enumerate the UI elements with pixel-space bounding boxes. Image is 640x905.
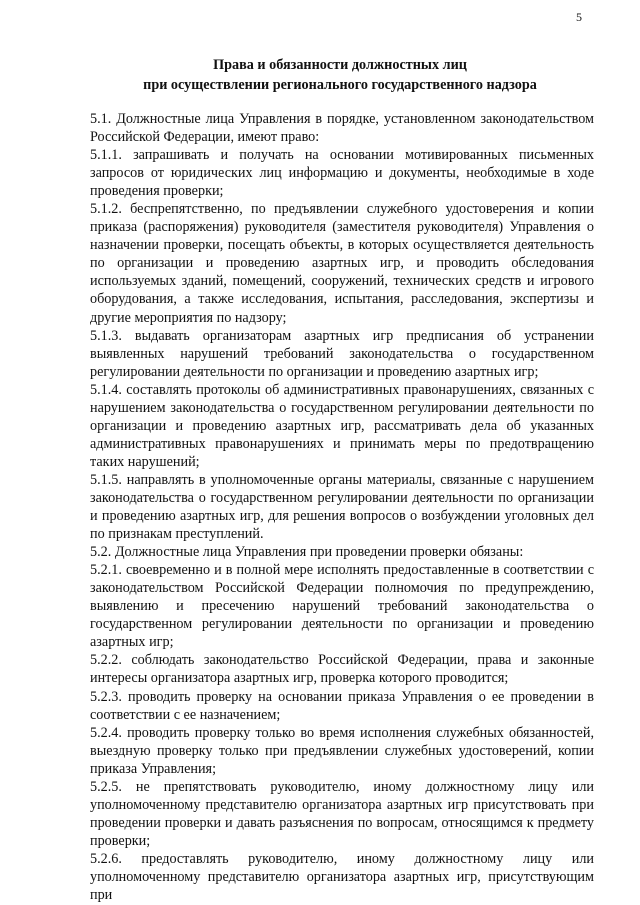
paragraph-5-1-5: 5.1.5. направлять в уполномоченные органы материалы, связанные с нарушением законодательства о государственном регулировании деятельности по организации и проведению азартных игр, для решения вопросов о возбуждении уголовных дел по признакам преступлений. xyxy=(90,471,594,543)
page-number: 5 xyxy=(576,10,582,24)
paragraph-5-2-6: 5.2.6. предоставлять руководителю, иному должностному лицу или уполномоченному представителю организатора азартных игр, присутствующим при xyxy=(90,850,594,904)
paragraph-5-2-1: 5.2.1. своевременно и в полной мере исполнять предоставленные в соответствии с законодательством Российской Федерации полномочия по предупреждению, выявлению и пресечению нарушений требований законодательства о государственном регулировании деятельности по организации и проведению азартных игр; xyxy=(90,562,594,651)
paragraph-5-2-2: 5.2.2. соблюдать законодательство Российской Федерации, права и законные интересы организатора азартных игр, проверка которого проводится; xyxy=(90,652,594,687)
section-title-line-2: при осуществлении регионального государственного надзора xyxy=(143,77,537,93)
paragraph-5-1-4: 5.1.4. составлять протоколы об административных правонарушениях, связанных с нарушением законодательства о государственном регулировании деятельности по организации и проведению азартных игр, рассматривать дела об указанных административных правонарушениях и принимать меры по предотвращению таких нарушений; xyxy=(90,381,594,470)
paragraph-5-1-1: 5.1.1. запрашивать и получать на основании мотивированных письменных запросов от юридических лиц информацию и документы, необходимые в ходе проведения проверки; xyxy=(90,147,594,200)
paragraph-5-2-4: 5.2.4. проводить проверку только во время исполнения служебных обязанностей, выездную проверку только при предъявлении служебных удостоверений, копии приказа Управления; xyxy=(90,724,594,777)
section-title-line-1: Права и обязанности должностных лиц xyxy=(213,57,467,73)
section-title xyxy=(90,55,590,95)
paragraph-5-2: 5.2. Должностные лица Управления при проведении проверки обязаны: xyxy=(90,544,524,561)
paragraph-5-1-2: 5.1.2. беспрепятственно, по предъявлении служебного удостоверения и копии приказа (распоряжения) руководителя (заместителя руководителя) Управления о назначении проверки, посещать объекты, в которых осуществляется деятельность по организации и проведению азартных игр, и проводить обследования используемых зданий, помещений, сооружений, технических средств и игрового оборудования, а также исследования, испытания, расследования, экспертизы и другие мероприятия по надзору; xyxy=(90,201,594,326)
paragraph-5-1: 5.1. Должностные лица Управления в порядке, установленном законодательством Российской Федерации, имеют право: xyxy=(90,111,594,146)
paragraph-5-1-3: 5.1.3. выдавать организаторам азартных игр предписания об устранении выявленных нарушений требований законодательства о государственном регулировании деятельности по организации и проведению азартных игр; xyxy=(90,327,594,380)
document-body xyxy=(90,110,594,904)
paragraph-5-2-3: 5.2.3. проводить проверку на основании приказа Управления о ее проведении в соответствии с ее назначением; xyxy=(90,688,594,723)
paragraph-5-2-5: 5.2.5. не препятствовать руководителю, иному должностному лицу или уполномоченному представителю организатора азартных игр присутствовать при проведении проверки и давать разъяснения по вопросам, относящимся к предмету проверки; xyxy=(90,778,594,849)
